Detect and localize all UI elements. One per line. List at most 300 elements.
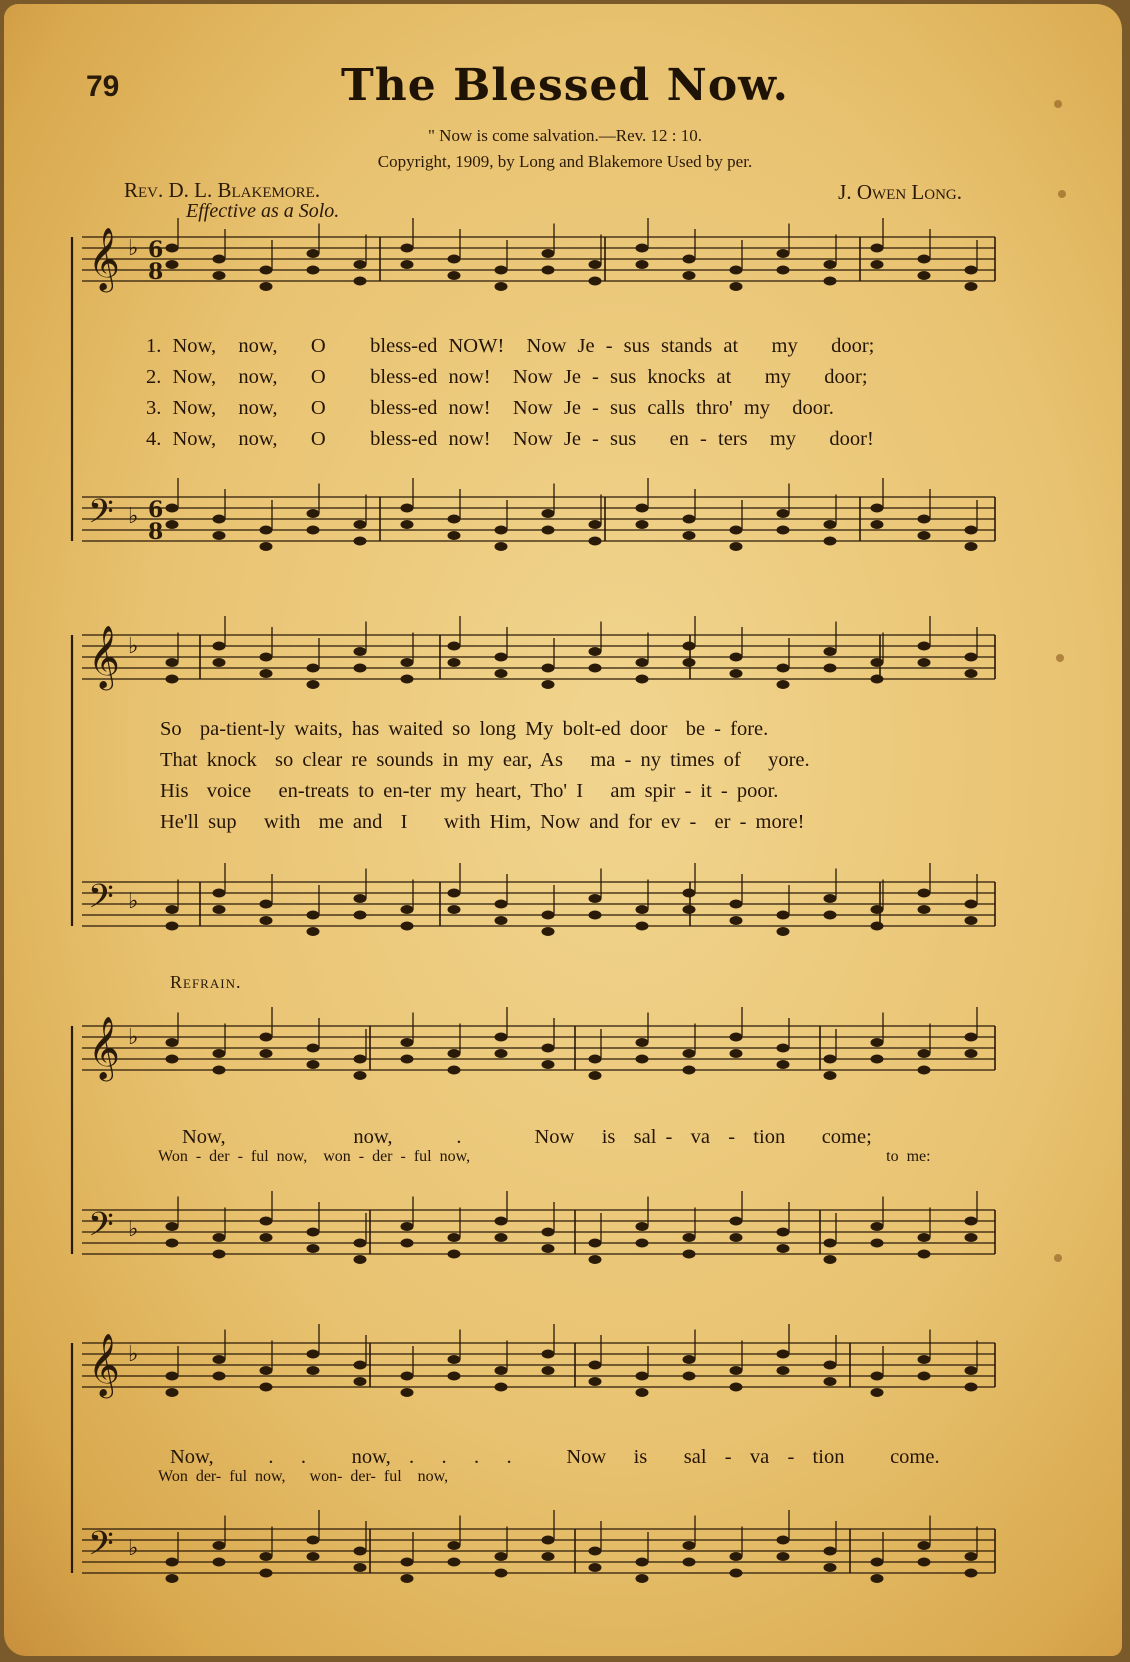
note-head	[213, 1355, 226, 1364]
note-head	[636, 1388, 649, 1397]
note-head	[965, 900, 978, 909]
bass-clef: 𝄢	[88, 878, 114, 924]
note-head	[824, 664, 837, 673]
note-head	[777, 249, 790, 258]
note-head	[166, 244, 179, 253]
note-head	[683, 255, 696, 264]
note-head	[965, 266, 978, 275]
note-head	[260, 526, 273, 535]
refrain-lyric-2: Now, . . now, . . . . Now is sal - va - tion come.	[170, 1446, 940, 1468]
note-head	[730, 653, 743, 662]
note-head	[307, 664, 320, 673]
note-head	[260, 282, 273, 291]
note-head	[401, 1574, 414, 1583]
note-head	[683, 271, 696, 280]
note-head	[307, 1228, 320, 1237]
note-head	[260, 653, 273, 662]
note-head	[448, 271, 461, 280]
note-head	[965, 916, 978, 925]
time-signature-top: 6	[148, 237, 164, 263]
note-head	[495, 1049, 508, 1058]
note-head	[777, 1244, 790, 1253]
note-head	[260, 1569, 273, 1578]
note-head	[307, 1044, 320, 1053]
note-head	[777, 911, 790, 920]
note-head	[213, 1558, 226, 1567]
note-head	[589, 1055, 602, 1064]
note-head	[824, 894, 837, 903]
note-head	[871, 1055, 884, 1064]
note-head	[824, 1547, 837, 1556]
note-head	[166, 1055, 179, 1064]
note-head	[918, 889, 931, 898]
note-head	[260, 266, 273, 275]
note-head	[683, 1372, 696, 1381]
time-signature-bottom: 8	[148, 519, 164, 545]
note-head	[542, 927, 555, 936]
note-head	[401, 658, 414, 667]
note-head	[777, 1350, 790, 1359]
note-head	[730, 669, 743, 678]
note-head	[307, 680, 320, 689]
note-head	[260, 916, 273, 925]
note-head	[401, 675, 414, 684]
note-head	[260, 1552, 273, 1561]
note-head	[401, 1222, 414, 1231]
note-head	[824, 520, 837, 529]
note-head	[824, 1255, 837, 1264]
note-head	[448, 905, 461, 914]
note-head	[824, 277, 837, 286]
note-head	[871, 260, 884, 269]
note-head	[495, 266, 508, 275]
note-head	[354, 664, 367, 673]
note-head	[918, 1250, 931, 1259]
note-head	[777, 526, 790, 535]
note-head	[213, 1233, 226, 1242]
note-head	[918, 531, 931, 540]
note-head	[213, 905, 226, 914]
note-head	[448, 1233, 461, 1242]
note-head	[495, 526, 508, 535]
note-head	[589, 1547, 602, 1556]
note-head	[589, 260, 602, 269]
note-head	[448, 889, 461, 898]
time-signature-bottom: 8	[148, 259, 164, 285]
note-head	[777, 927, 790, 936]
note-head	[401, 260, 414, 269]
note-head	[448, 1049, 461, 1058]
note-head	[871, 244, 884, 253]
note-head	[166, 658, 179, 667]
note-head	[495, 916, 508, 925]
note-head	[495, 1383, 508, 1392]
note-head	[824, 537, 837, 546]
note-head	[166, 1558, 179, 1567]
treble-clef: 𝄞	[88, 1016, 120, 1079]
note-head	[166, 675, 179, 684]
note-head	[542, 911, 555, 920]
note-head	[871, 922, 884, 931]
note-head	[213, 889, 226, 898]
note-head	[824, 1377, 837, 1386]
note-head	[730, 900, 743, 909]
note-head	[354, 1071, 367, 1080]
time-signature-top: 6	[148, 497, 164, 523]
note-head	[777, 680, 790, 689]
note-head	[965, 1383, 978, 1392]
note-head	[777, 509, 790, 518]
note-head	[636, 1372, 649, 1381]
note-head	[965, 1217, 978, 1226]
note-head	[636, 260, 649, 269]
note-head	[166, 905, 179, 914]
treble-clef: 𝄞	[88, 625, 120, 688]
note-head	[589, 537, 602, 546]
note-head	[730, 1217, 743, 1226]
note-head	[730, 1033, 743, 1042]
note-head	[777, 1044, 790, 1053]
note-head	[589, 647, 602, 656]
note-head	[824, 647, 837, 656]
note-head	[260, 542, 273, 551]
note-head	[213, 271, 226, 280]
note-head	[354, 537, 367, 546]
note-head	[542, 266, 555, 275]
note-head	[401, 1388, 414, 1397]
note-head	[542, 664, 555, 673]
note-head	[683, 1355, 696, 1364]
note-head	[636, 675, 649, 684]
key-signature-flat: ♭	[128, 1217, 139, 1242]
note-head	[636, 1574, 649, 1583]
bass-clef: 𝄢	[88, 493, 114, 539]
note-head	[542, 509, 555, 518]
note-head	[307, 509, 320, 518]
note-head	[307, 1536, 320, 1545]
verse-line-1: 1. Now, now, O bless-ed NOW! Now Je - sus stands at my door;	[146, 335, 875, 357]
note-head	[166, 1388, 179, 1397]
note-head	[401, 244, 414, 253]
note-head	[166, 504, 179, 513]
note-head	[824, 1361, 837, 1370]
verse-line-1-cont: So pa-tient-ly waits, has waited so long My bolt-ed door be - fore.	[160, 718, 769, 740]
note-head	[730, 1383, 743, 1392]
note-head	[213, 1049, 226, 1058]
note-head	[213, 1541, 226, 1550]
note-head	[495, 653, 508, 662]
note-head	[307, 911, 320, 920]
key-signature-flat: ♭	[128, 889, 139, 914]
note-head	[354, 1255, 367, 1264]
note-head	[589, 664, 602, 673]
note-head	[683, 1558, 696, 1567]
note-head	[542, 526, 555, 535]
note-head	[636, 1222, 649, 1231]
note-head	[448, 1372, 461, 1381]
verse-line-4-cont: He'll sup with me and I with Him, Now and for ev - er - more!	[160, 811, 805, 833]
note-head	[307, 249, 320, 258]
note-head	[448, 1066, 461, 1075]
note-head	[307, 1366, 320, 1375]
note-head	[448, 531, 461, 540]
note-head	[683, 642, 696, 651]
refrain-alto-lyric-2: Won der- ful now, won- der- ful now,	[158, 1468, 449, 1485]
note-head	[683, 889, 696, 898]
bass-clef: 𝄢	[88, 1206, 114, 1252]
note-head	[542, 1244, 555, 1253]
note-head	[683, 1049, 696, 1058]
note-head	[448, 255, 461, 264]
note-head	[730, 282, 743, 291]
note-head	[918, 1049, 931, 1058]
note-head	[636, 905, 649, 914]
note-head	[448, 1558, 461, 1567]
verse-line-3: 3. Now, now, O bless-ed now! Now Je - sus calls thro' my door.	[146, 397, 834, 419]
note-head	[495, 542, 508, 551]
note-head	[965, 653, 978, 662]
note-head	[824, 260, 837, 269]
note-head	[542, 1350, 555, 1359]
note-head	[542, 680, 555, 689]
note-head	[777, 1228, 790, 1237]
note-head	[683, 1250, 696, 1259]
note-head	[589, 894, 602, 903]
note-head	[965, 1049, 978, 1058]
note-head	[871, 1239, 884, 1248]
note-head	[589, 911, 602, 920]
note-head	[871, 675, 884, 684]
note-head	[542, 1552, 555, 1561]
note-head	[777, 1536, 790, 1545]
refrain-label: Refrain.	[170, 972, 242, 992]
note-head	[730, 916, 743, 925]
refrain-alto-lyric-1: Won - der - ful now, won - der - ful now, to me:	[158, 1148, 931, 1165]
bass-clef: 𝄢	[88, 1525, 114, 1571]
note-head	[871, 520, 884, 529]
note-head	[589, 1239, 602, 1248]
note-head	[965, 542, 978, 551]
verse-line-3-cont: His voice en-treats to en-ter my heart, Tho' I am spir - it - poor.	[160, 780, 779, 802]
note-head	[495, 900, 508, 909]
note-head	[636, 1038, 649, 1047]
note-head	[260, 1366, 273, 1375]
note-head	[354, 1361, 367, 1370]
note-head	[307, 526, 320, 535]
note-head	[636, 244, 649, 253]
note-head	[307, 266, 320, 275]
note-head	[260, 1383, 273, 1392]
note-head	[166, 520, 179, 529]
note-head	[871, 1222, 884, 1231]
note-head	[166, 1222, 179, 1231]
note-head	[495, 1033, 508, 1042]
note-head	[777, 266, 790, 275]
note-head	[589, 520, 602, 529]
note-head	[777, 664, 790, 673]
note-head	[965, 526, 978, 535]
note-head	[401, 504, 414, 513]
note-head	[871, 1388, 884, 1397]
key-signature-flat: ♭	[128, 236, 139, 261]
note-head	[213, 531, 226, 540]
performance-note: Effective as a Solo.	[186, 200, 340, 222]
note-head	[730, 1049, 743, 1058]
note-head	[495, 1552, 508, 1561]
note-head	[542, 1228, 555, 1237]
note-head	[824, 1055, 837, 1064]
note-head	[354, 911, 367, 920]
note-head	[871, 1372, 884, 1381]
note-head	[965, 1366, 978, 1375]
note-head	[683, 905, 696, 914]
note-head	[636, 520, 649, 529]
note-head	[448, 658, 461, 667]
refrain-lyric-1: Now, now, . Now is sal - va - tion come;	[182, 1126, 872, 1148]
note-head	[683, 1233, 696, 1242]
note-head	[683, 658, 696, 667]
note-head	[354, 1055, 367, 1064]
note-head	[918, 515, 931, 524]
note-head	[401, 520, 414, 529]
treble-clef: 𝄞	[88, 1333, 120, 1396]
note-head	[213, 515, 226, 524]
note-head	[166, 922, 179, 931]
note-head	[777, 1060, 790, 1069]
note-head	[307, 927, 320, 936]
note-head	[965, 1552, 978, 1561]
note-head	[166, 1239, 179, 1248]
note-head	[918, 1558, 931, 1567]
note-head	[307, 1552, 320, 1561]
note-head	[636, 658, 649, 667]
note-head	[965, 1233, 978, 1242]
note-head	[918, 658, 931, 667]
note-head	[401, 922, 414, 931]
key-signature-flat: ♭	[128, 634, 139, 659]
note-head	[260, 1033, 273, 1042]
note-head	[918, 1541, 931, 1550]
note-head	[542, 1366, 555, 1375]
note-head	[730, 1569, 743, 1578]
note-head	[683, 1541, 696, 1550]
note-head	[918, 1372, 931, 1381]
note-head	[730, 1233, 743, 1242]
note-head	[542, 1536, 555, 1545]
note-head	[589, 1377, 602, 1386]
note-head	[871, 1038, 884, 1047]
note-head	[354, 260, 367, 269]
note-head	[871, 658, 884, 667]
note-head	[730, 1366, 743, 1375]
note-head	[401, 905, 414, 914]
note-head	[213, 255, 226, 264]
note-head	[589, 277, 602, 286]
note-head	[213, 1066, 226, 1075]
note-head	[636, 504, 649, 513]
verse-line-2-cont: That knock so clear re sounds in my ear, As ma - ny times of yore.	[160, 749, 810, 771]
note-head	[448, 642, 461, 651]
verse-line-2: 2. Now, now, O bless-ed now! Now Je - sus knocks at my door;	[146, 366, 868, 388]
note-head	[354, 1377, 367, 1386]
note-head	[495, 1569, 508, 1578]
note-head	[918, 1233, 931, 1242]
note-head	[213, 1250, 226, 1259]
note-head	[401, 1038, 414, 1047]
note-head	[354, 1239, 367, 1248]
note-head	[824, 1563, 837, 1572]
note-head	[307, 1244, 320, 1253]
note-head	[730, 1552, 743, 1561]
note-head	[589, 1255, 602, 1264]
note-head	[824, 911, 837, 920]
note-head	[354, 520, 367, 529]
note-head	[918, 642, 931, 651]
note-head	[965, 282, 978, 291]
note-head	[542, 249, 555, 258]
note-head	[636, 1558, 649, 1567]
key-signature-flat: ♭	[128, 1342, 139, 1367]
note-head	[730, 542, 743, 551]
note-head	[166, 1574, 179, 1583]
note-head	[448, 1355, 461, 1364]
note-head	[495, 1217, 508, 1226]
note-head	[260, 669, 273, 678]
page-number: 79	[86, 70, 120, 103]
note-head	[307, 1060, 320, 1069]
note-head	[166, 260, 179, 269]
note-head	[918, 255, 931, 264]
composer-credit: J. Owen Long.	[838, 180, 962, 204]
note-head	[354, 277, 367, 286]
note-head	[213, 642, 226, 651]
note-head	[965, 1569, 978, 1578]
note-head	[495, 1233, 508, 1242]
note-head	[871, 1574, 884, 1583]
note-head	[730, 526, 743, 535]
note-head	[777, 1552, 790, 1561]
note-head	[918, 1355, 931, 1364]
note-head	[401, 1055, 414, 1064]
key-signature-flat: ♭	[128, 1025, 139, 1050]
note-head	[683, 515, 696, 524]
note-head	[260, 1217, 273, 1226]
note-head	[354, 647, 367, 656]
copyright-notice: Copyright, 1909, by Long and Blakemore Used by per.	[377, 152, 753, 171]
note-head	[260, 1049, 273, 1058]
note-head	[448, 1541, 461, 1550]
note-head	[589, 1563, 602, 1572]
note-head	[401, 1372, 414, 1381]
note-head	[636, 1055, 649, 1064]
note-head	[448, 515, 461, 524]
note-head	[871, 1558, 884, 1567]
note-head	[542, 1060, 555, 1069]
note-head	[730, 266, 743, 275]
key-signature-flat: ♭	[128, 504, 139, 529]
note-head	[213, 1372, 226, 1381]
note-head	[307, 1350, 320, 1359]
note-head	[354, 894, 367, 903]
note-head	[260, 900, 273, 909]
note-head	[965, 1033, 978, 1042]
note-head	[918, 1066, 931, 1075]
note-head	[354, 1547, 367, 1556]
note-head	[589, 1361, 602, 1370]
key-signature-flat: ♭	[128, 1536, 139, 1561]
note-head	[401, 1558, 414, 1567]
note-head	[260, 1233, 273, 1242]
